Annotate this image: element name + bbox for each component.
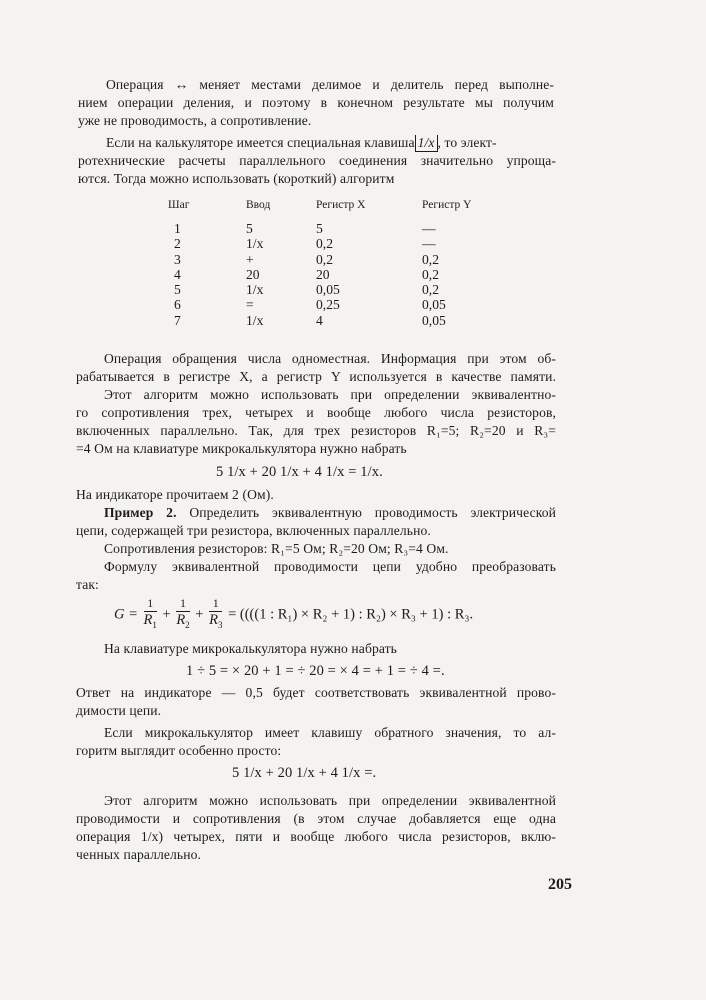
conductance-formula: [114, 596, 473, 634]
fraction-denominator: [144, 612, 157, 634]
cell-step: 1: [174, 221, 181, 236]
paragraph4-line2: го сопротивления трех, четырех и вообще любого числа резисторов,: [76, 405, 556, 420]
paragraph3-line1: Операция обращения числа одноместная. Информация при этом об-: [104, 351, 556, 366]
fraction-numerator: 1: [176, 596, 189, 612]
paragraph6-line1: Этот алгоритм можно использовать при определении эквивалентной: [104, 793, 556, 808]
paragraph5-line2: горитм выглядит особенно просто:: [76, 743, 282, 758]
example2-line2: цепи, содержащей три резистора, включенных параллельно.: [76, 523, 431, 538]
paragraph2-line1-after: , то элект-: [437, 135, 497, 150]
table-row: [158, 267, 502, 282]
example2-line1: [104, 504, 556, 522]
example2-line3: Сопротивления резисторов: R₁=5 Ом; R₂=20 Ом; R₃=4 Ом.: [104, 541, 449, 556]
answer-line1: Ответ на индикаторе — 0,5 будет соответствовать эквивалентной прово-: [76, 685, 556, 700]
cell-register-x: 0,25: [316, 297, 340, 313]
answer-line2: димости цепи.: [76, 703, 162, 718]
cell-input: +: [246, 251, 254, 267]
cell-step: 4: [174, 266, 181, 282]
cell-step: 5: [174, 282, 181, 298]
cell-register-y: 0,2: [422, 282, 439, 298]
cell-register-x: 20: [316, 266, 330, 282]
cell-register-x: 5: [316, 221, 323, 236]
page-number: 205: [548, 876, 572, 893]
paragraph6-line4: ченных параллельно.: [76, 847, 201, 862]
formula-keystrokes-1: 5 1/x + 20 1/x + 4 1/x = 1/x.: [216, 464, 383, 480]
paragraph2-line3: ются. Тогда можно использовать (короткий) алгоритм: [78, 171, 395, 186]
table-row: [158, 297, 502, 312]
fraction-numerator: 1: [144, 596, 157, 612]
denominator-subscript: 2: [185, 619, 190, 630]
keyboard-line: На клавиатуре микрокалькулятора нужно набрать: [104, 641, 397, 656]
formula-keystrokes-2: 1 ÷ 5 = × 20 + 1 = ÷ 20 = × 4 = + 1 = ÷ 4 =.: [186, 663, 445, 679]
cell-input: 1/x: [246, 282, 264, 298]
paragraph2-line1: [106, 134, 497, 152]
plus-sign: +: [162, 606, 171, 623]
fraction-denominator: [209, 612, 222, 634]
paragraph6-line3: операция 1/x) четырех, пяти и вообще любого числа резисторов, вклю-: [76, 829, 556, 844]
formula-lhs: G =: [114, 606, 138, 623]
cell-register-x: 0,2: [316, 251, 333, 267]
paragraph2-line1-before: Если на калькуляторе имеется специальная клавиша: [106, 135, 415, 150]
cell-input: =: [246, 297, 254, 313]
paragraph6-line2: проводимости и сопротивления (в этом случае добавляется еще одна: [76, 811, 556, 826]
fraction-r1: [144, 596, 157, 634]
paragraph1-line1: Операция ↔ меняет местами делимое и делитель перед выполне-: [106, 77, 554, 92]
paragraph2-line2: ротехнические расчеты параллельного соединения значительно упроща-: [78, 153, 556, 168]
table-row: [158, 236, 502, 251]
header-step: Шаг: [168, 199, 190, 211]
cell-input: 1/x: [246, 236, 264, 252]
paragraph4-line4: =4 Ом на клавиатуре микрокалькулятора нужно набрать: [76, 441, 407, 456]
cell-register-y: 0,2: [422, 266, 439, 282]
cell-input: 1/x: [246, 312, 264, 328]
paragraph1-line2: нием операции деления, и поэтому в конечном результате мы получим: [78, 95, 554, 110]
cell-register-x: 4: [316, 312, 323, 328]
fraction-r3: [209, 596, 222, 634]
paragraph4-line3: включенных параллельно. Так, для трех резисторов R₁=5; R₂=20 и R₃=: [76, 423, 556, 438]
formula-keystrokes-3: 5 1/x + 20 1/x + 4 1/x =.: [232, 765, 377, 781]
header-register-y: Регистр Y: [422, 199, 472, 211]
example2-line5: так:: [76, 577, 99, 592]
denominator-symbol: R: [209, 612, 218, 628]
algorithm-steps-table: [158, 198, 502, 328]
paragraph5-line1: Если микрокалькулятор имеет клавишу обратного значения, то ал-: [104, 725, 556, 740]
paragraph3-line2: рабатывается в регистре X, а регистр Y используется в качестве памяти.: [76, 369, 556, 384]
cell-step: 6: [174, 297, 181, 313]
table-row: [158, 282, 502, 297]
cell-register-x: 0,05: [316, 282, 340, 298]
cell-step: 7: [174, 312, 181, 328]
cell-input: 5: [246, 221, 253, 236]
table-row: [158, 313, 502, 328]
cell-register-x: 0,2: [316, 236, 333, 252]
cell-register-y: —: [422, 236, 436, 252]
table-row: [158, 252, 502, 267]
cell-input: 20: [246, 266, 260, 282]
example2-label: Пример 2.: [104, 505, 177, 520]
cell-register-y: 0,2: [422, 251, 439, 267]
result-line: На индикаторе прочитаем 2 (Ом).: [76, 487, 274, 502]
cell-register-y: 0,05: [422, 297, 446, 313]
fraction-denominator: [176, 612, 189, 634]
reciprocal-key-label: 1/x: [415, 135, 438, 152]
cell-step: 2: [174, 236, 181, 252]
denominator-symbol: R: [176, 612, 186, 628]
table-row: [158, 221, 502, 236]
formula-rhs: = ((((1 : R₁) × R₂ + 1) : R₂) × R₃ + 1) : R₃.: [228, 606, 474, 623]
cell-register-y: 0,05: [422, 312, 446, 328]
example2-line4: Формулу эквивалентной проводимости цепи удобно преобразовать: [104, 559, 556, 574]
cell-register-y: —: [422, 221, 436, 236]
denominator-subscript: 3: [217, 619, 223, 630]
paragraph1-line3: уже не проводимость, а сопротивление.: [78, 113, 312, 128]
table-header-row: [158, 198, 502, 221]
example2-line1-rest: Определить эквивалентную проводимость электрической: [176, 505, 556, 520]
fraction-r2: [176, 596, 189, 634]
header-input: Ввод: [246, 199, 271, 211]
plus-sign: +: [195, 606, 204, 623]
denominator-symbol: R: [143, 612, 153, 628]
header-register-x: Регистр X: [316, 199, 366, 211]
cell-step: 3: [174, 251, 181, 267]
fraction-numerator: 1: [209, 596, 222, 612]
denominator-subscript: 1: [152, 619, 157, 630]
paragraph4-line1: Этот алгоритм можно использовать при определении эквивалентно-: [104, 387, 556, 402]
